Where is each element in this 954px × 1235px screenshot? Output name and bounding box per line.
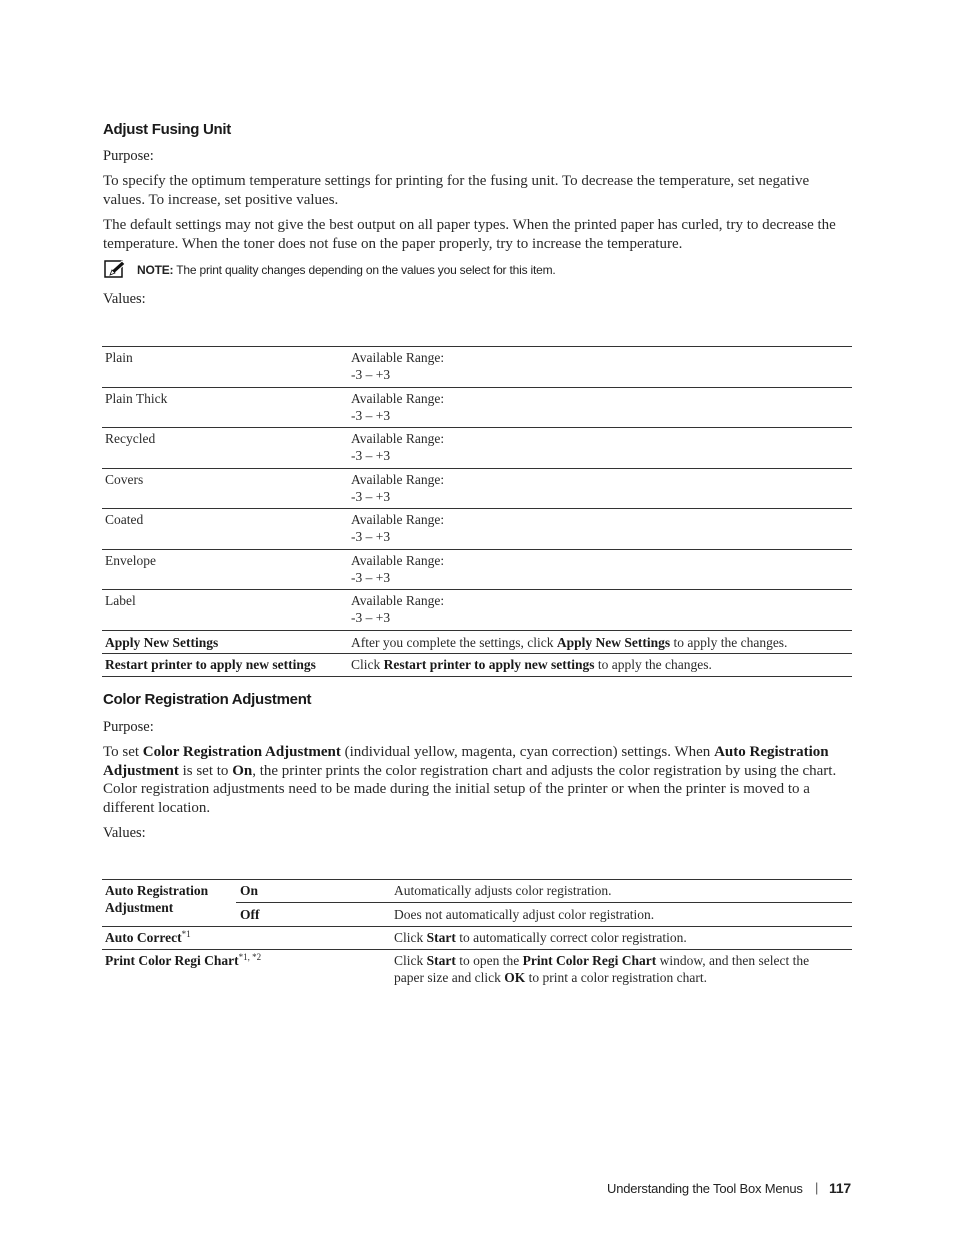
- note-body: The print quality changes depending on the values you select for this item.: [176, 263, 556, 277]
- paper-type-name: Envelope: [105, 552, 156, 568]
- table-row: [102, 509, 852, 550]
- default-settings-paragraph: The default settings may not give the best output on all paper types. When the printed paper has curled, try to decrease the temperature. When the toner does not fuse on the paper properly, try to increase the temperature.: [103, 217, 836, 252]
- available-range-label: Available Range:: [351, 431, 445, 446]
- auto-registration-name: Auto Registration Adjustment: [102, 880, 236, 927]
- print-color-regi-chart-desc: Click Start to open the Print Color Regi Chart window, and then select the paper size and click OK to print a color registration chart.: [394, 953, 810, 985]
- available-range-value: -3 – +3: [351, 610, 391, 625]
- values-label: Values:: [103, 291, 146, 307]
- available-range-value: -3 – +3: [351, 448, 391, 463]
- on-option: On: [240, 883, 259, 898]
- off-option-desc: Does not automatically adjust color registration.: [391, 903, 852, 927]
- table-row: [102, 387, 852, 428]
- available-range-label: Available Range:: [351, 593, 445, 608]
- table-row: [102, 549, 852, 590]
- available-range-value: -3 – +3: [351, 529, 391, 544]
- available-range-label: Available Range:: [351, 552, 445, 568]
- paper-type-name: Plain: [105, 350, 133, 365]
- section-title-color-registration: Color Registration Adjustment: [103, 691, 312, 708]
- table-row: [102, 590, 852, 631]
- purpose-label: Purpose:: [103, 148, 154, 164]
- page-number: 117: [829, 1180, 851, 1196]
- paper-type-name: Coated: [105, 512, 144, 527]
- paper-type-name: Label: [105, 593, 136, 608]
- paper-type-name: Covers: [105, 471, 144, 487]
- restart-printer-desc: Click Restart printer to apply new settings to apply the changes.: [351, 656, 712, 672]
- off-option: Off: [236, 903, 391, 927]
- table-row: [102, 927, 852, 950]
- available-range-label: Available Range:: [351, 390, 445, 406]
- available-range-cell: [344, 387, 852, 428]
- table-row: [102, 950, 852, 990]
- restart-printer-name: Restart printer to apply new settings: [105, 656, 316, 672]
- table-row: [102, 347, 852, 388]
- print-color-regi-chart-name: Print Color Regi Chart$^{*1, *2}$: [105, 952, 262, 968]
- available-range-cell: [344, 428, 852, 469]
- apply-new-settings-name: Apply New Settings: [105, 634, 219, 650]
- section-title-adjust-fusing-unit: Adjust Fusing Unit: [103, 121, 231, 138]
- paper-type-name: Plain Thick: [105, 390, 168, 406]
- table-row: [102, 880, 852, 903]
- values-label: Values:: [103, 825, 146, 841]
- available-range-label: Available Range:: [351, 350, 445, 365]
- on-option-desc: Automatically adjusts color registration.: [394, 883, 612, 898]
- color-registration-paragraph: To set Color Registration Adjustment (individual yellow, magenta, cyan correction) settings. When Auto Registration Adjustment is set to On, the printer prints the color registration chart and adjusts the color registration by using the chart. Color registration adjustments need to be made during the initial setup of the printer or when the printer is moved to a different location.: [103, 744, 837, 816]
- paper-type-name: Recycled: [105, 431, 156, 446]
- fusing-values-table: [102, 346, 852, 677]
- available-range-label: Available Range:: [351, 471, 445, 487]
- available-range-value: -3 – +3: [351, 488, 391, 504]
- available-range-label: Available Range:: [351, 512, 445, 527]
- available-range-value: -3 – +3: [351, 569, 391, 585]
- available-range-cell: [344, 549, 852, 590]
- table-row: [102, 653, 852, 676]
- note-label: NOTE:: [137, 263, 174, 277]
- available-range-cell: [344, 347, 852, 388]
- purpose-label: Purpose:: [103, 719, 154, 735]
- footer-chapter-title: Understanding the Tool Box Menus: [607, 1181, 803, 1196]
- footer-separator: |: [815, 1180, 819, 1195]
- color-registration-table: [102, 879, 852, 990]
- auto-correct-desc: Click Start to automatically correct color registration.: [394, 930, 687, 945]
- available-range-cell: [344, 509, 852, 550]
- apply-new-settings-desc: After you complete the settings, click Apply New Settings to apply the changes.: [351, 634, 788, 650]
- available-range-value: -3 – +3: [351, 367, 391, 382]
- note-pencil-icon: [104, 260, 126, 278]
- purpose-paragraph: To specify the optimum temperature settings for printing for the fusing unit. To decrease the temperature, set negative values. To increase, set positive values.: [103, 173, 810, 208]
- auto-correct-name: Auto Correct$^{*1}$: [105, 929, 191, 945]
- table-row: [102, 468, 852, 509]
- table-row: [102, 630, 852, 653]
- note-text: [137, 263, 556, 277]
- available-range-value: -3 – +3: [351, 407, 391, 423]
- table-row: [102, 428, 852, 469]
- available-range-cell: [344, 468, 852, 509]
- available-range-cell: [344, 590, 852, 631]
